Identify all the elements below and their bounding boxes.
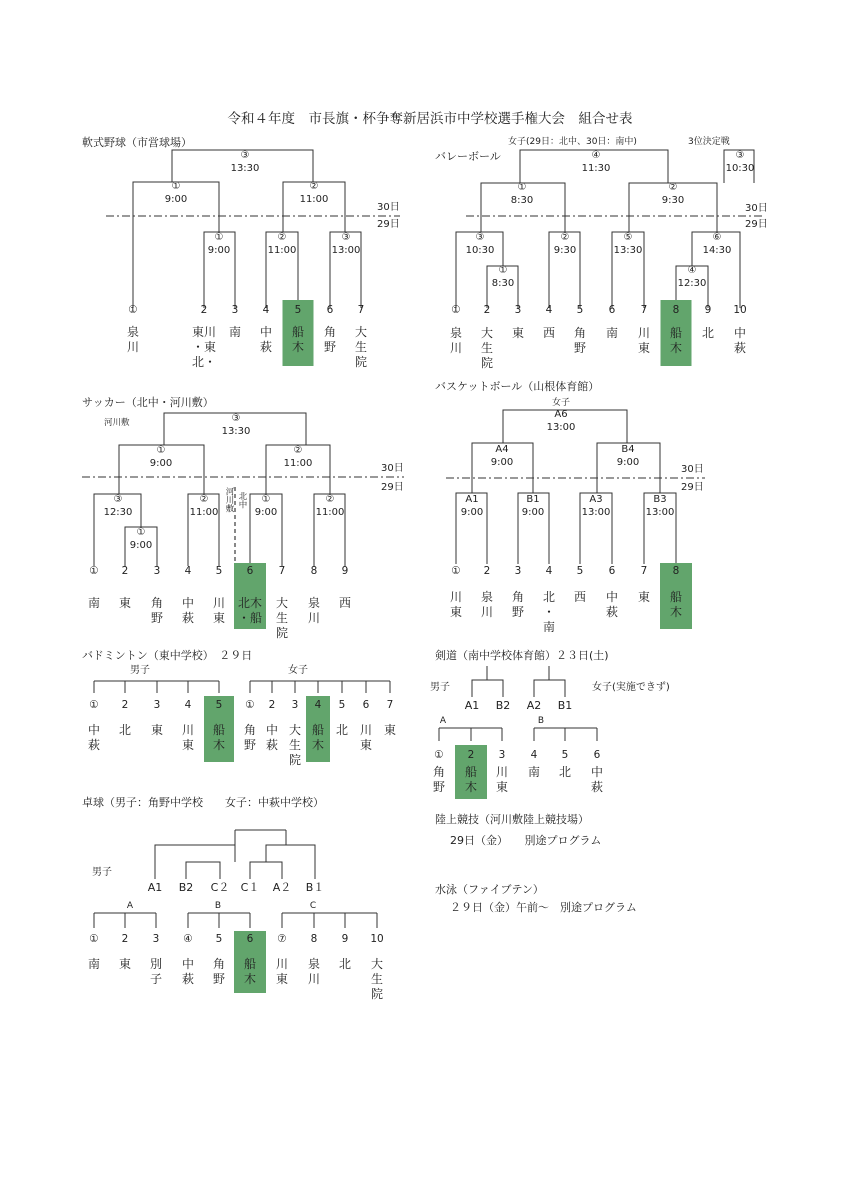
track-schedule: 29日（金） 別途プログラム	[450, 834, 602, 847]
soccer-seed-number: 6	[246, 565, 254, 577]
baseball-final-round: ③	[240, 150, 250, 161]
bracket-line	[472, 680, 503, 697]
soccer-team-name: 中	[181, 596, 195, 610]
tabletennis-team-name: 萩	[181, 972, 195, 986]
soccer-team-name: 西	[338, 596, 352, 610]
volleyball-r1-1-round: ③	[475, 232, 485, 243]
tabletennis-seed-number: 3	[152, 933, 160, 945]
kendo-team-name: 角	[432, 765, 446, 779]
tabletennis-team-name: 木	[243, 972, 257, 986]
tabletennis-seed-number: 8	[310, 933, 318, 945]
badminton-girls-team-name: 東	[359, 738, 373, 752]
basketball-final-round: A6	[554, 409, 568, 420]
tabletennis-seed-number: 6	[246, 933, 254, 945]
baseball-r1-3-time: 13:00	[331, 245, 361, 256]
badminton-girls-team-name: 院	[288, 753, 302, 767]
tabletennis-team-name: 別	[149, 957, 163, 971]
kendo-team-name: 船	[464, 765, 478, 779]
soccer-venue-note: 河川敷	[104, 418, 130, 428]
basketball-seed-number: ①	[451, 565, 461, 577]
kendo-team-name: 木	[464, 780, 478, 794]
volleyball-team-name: 萩	[733, 341, 747, 355]
basketball-final-time: 13:00	[546, 422, 576, 433]
soccer-seed-number: 7	[278, 565, 286, 577]
basketball-seed-number: 8	[672, 565, 680, 577]
basketball-seed-number: 4	[545, 565, 553, 577]
soccer-header: サッカー（北中・河川敷）	[82, 396, 214, 409]
badminton-boys-seed-number: 4	[184, 699, 192, 711]
tabletennis-seed-number: 2	[121, 933, 129, 945]
soccer-team-name: 川	[212, 596, 226, 610]
kendo-slot-label: A2	[526, 699, 542, 712]
bracket-line	[612, 232, 644, 308]
volleyball-team-name: 北	[701, 326, 715, 340]
baseball-team-name: 院	[354, 355, 368, 369]
volleyball-team-name: 大	[480, 326, 494, 340]
volleyball-r1-3-time: 13:30	[613, 245, 643, 256]
basketball-semi-1-time: 9:00	[490, 457, 514, 468]
volleyball-seed-number: 6	[608, 304, 616, 316]
tabletennis-slot-label: B2	[178, 881, 194, 894]
baseball-r1-2-time: 11:00	[267, 245, 297, 256]
bracket-line	[549, 232, 580, 308]
badminton-boys-seed-number: 3	[153, 699, 161, 711]
badminton-girls-team-name: 木	[311, 738, 325, 752]
badminton-girls-team-name: 萩	[265, 738, 279, 752]
volleyball-r1-4-round: ⑥	[712, 232, 722, 243]
volleyball-r0-1-round: ①	[498, 265, 508, 276]
basketball-semi-2-time: 9:00	[616, 457, 640, 468]
tabletennis-team-name: 南	[87, 957, 101, 971]
tabletennis-seed-number: ④	[183, 933, 193, 945]
basketball-seed-number: 5	[576, 565, 584, 577]
kendo-slot-label: A1	[464, 699, 480, 712]
tabletennis-group-b: B	[214, 901, 222, 911]
bracket-line	[456, 232, 503, 308]
bracket-line	[250, 862, 282, 879]
baseball-final-time: 13:30	[230, 163, 260, 174]
basketball-seed-number: 7	[640, 565, 648, 577]
soccer-r0-1-time: 9:00	[129, 540, 153, 551]
tabletennis-team-name: 生	[370, 972, 384, 986]
soccer-team-name: 北木	[237, 596, 263, 610]
soccer-semi-2-time: 11:00	[283, 458, 313, 469]
bracket-line	[266, 232, 298, 308]
volleyball-third-label: 3位決定戦	[688, 137, 730, 147]
baseball-team-name: 野	[323, 340, 337, 354]
badminton-boys-seed-number: 5	[215, 699, 223, 711]
basketball-r1-4-time: 13:00	[645, 507, 675, 518]
badminton-header: バドミントン（東中学校） ２９日	[82, 649, 253, 662]
badminton-boys-team-name: 萩	[87, 738, 101, 752]
tabletennis-slot-label: C２	[210, 881, 230, 894]
baseball-team-name: 泉	[126, 325, 140, 339]
badminton-girls-team-name: 角	[243, 723, 257, 737]
kendo-group-b: B	[537, 716, 545, 726]
basketball-team-name: 中	[605, 590, 619, 604]
tabletennis-team-name: 大	[370, 957, 384, 971]
baseball-semi-1-round: ①	[171, 181, 181, 192]
basketball-team-name: 西	[573, 590, 587, 604]
basketball-team-name: 東	[637, 590, 651, 604]
volleyball-r0-2-time: 12:30	[677, 278, 707, 289]
volleyball-seed-number: ①	[451, 304, 461, 316]
basketball-seed-number: 2	[483, 565, 491, 577]
tabletennis-slot-label: B１	[305, 881, 325, 894]
kendo-team-name: 川	[495, 765, 509, 779]
volleyball-team-name: 南	[605, 326, 619, 340]
volleyball-seed-number: 5	[576, 304, 584, 316]
soccer-seed-number: 5	[215, 565, 223, 577]
volleyball-r0-1-time: 8:30	[491, 278, 515, 289]
kendo-slot-label: B1	[557, 699, 573, 712]
soccer-seed-number: 8	[310, 565, 318, 577]
kendo-team-name: 南	[527, 765, 541, 779]
volleyball-r1-2-time: 9:30	[553, 245, 577, 256]
tabletennis-team-name: 船	[243, 957, 257, 971]
badminton-girls-seed-number: 3	[291, 699, 299, 711]
tabletennis-boys: 男子	[92, 867, 112, 878]
tabletennis-team-name: 子	[149, 972, 163, 986]
kendo-team-name: 萩	[590, 780, 604, 794]
badminton-boys-team-name: 東	[181, 738, 195, 752]
volleyball-semi-2-time: 9:30	[661, 195, 685, 206]
kendo-boys: 男子	[430, 682, 450, 693]
soccer-r1-3-round: ①	[261, 494, 271, 505]
volleyball-r1-4-time: 14:30	[702, 245, 732, 256]
volleyball-semi-1-time: 8:30	[510, 195, 534, 206]
soccer-seed-number: 3	[153, 565, 161, 577]
bracket-line	[204, 232, 235, 308]
soccer-team-name: 東	[212, 611, 226, 625]
tabletennis-seed-number: ⑦	[277, 933, 287, 945]
basketball-team-name: 船	[669, 590, 683, 604]
soccer-day30: 30日	[381, 463, 404, 474]
baseball-seed-number: 6	[326, 304, 334, 316]
basketball-team-name: 萩	[605, 605, 619, 619]
tabletennis-team-name: 川	[307, 972, 321, 986]
baseball-team-name: 大	[354, 325, 368, 339]
basketball-team-name: 角	[511, 590, 525, 604]
badminton-boys-team-name: 東	[150, 723, 164, 737]
baseball-team-name: 南	[228, 325, 242, 339]
soccer-team-name: 泉	[307, 596, 321, 610]
tabletennis-group-c: C	[309, 901, 317, 911]
basketball-team-name: 北	[542, 590, 556, 604]
badminton-boys-seed-number: ①	[89, 699, 99, 711]
volleyball-header: バレーボール	[435, 150, 501, 163]
baseball-day29: 29日	[377, 219, 400, 230]
baseball-team-name: 北・	[191, 355, 217, 369]
soccer-semi-1-time: 9:00	[149, 458, 173, 469]
basketball-team-name: ・	[542, 605, 556, 619]
basketball-r1-1-round: A1	[465, 494, 479, 505]
soccer-r1-1-time: 12:30	[103, 507, 133, 518]
volleyball-final-round: ④	[591, 150, 601, 161]
basketball-r1-3-time: 13:00	[581, 507, 611, 518]
basketball-r1-2-round: B1	[526, 494, 540, 505]
soccer-right-venue: 北中	[237, 491, 247, 509]
kendo-group-a: A	[439, 716, 447, 726]
volleyball-r1-3-round: ⑤	[623, 232, 633, 243]
volleyball-third-time: 10:30	[725, 163, 755, 174]
volleyball-team-name: 泉	[449, 326, 463, 340]
tabletennis-group-a: A	[126, 901, 134, 911]
kendo-seed-number: 5	[561, 749, 569, 761]
baseball-r1-1-time: 9:00	[207, 245, 231, 256]
badminton-boys-team-name: 船	[212, 723, 226, 737]
tabletennis-team-name: 角	[212, 957, 226, 971]
soccer-day29: 29日	[381, 482, 404, 493]
badminton-girls-team-name: 東	[383, 723, 397, 737]
soccer-seed-number: 9	[341, 565, 349, 577]
volleyball-seed-number: 3	[514, 304, 522, 316]
bracket-line	[534, 680, 565, 697]
basketball-r1-1-time: 9:00	[460, 507, 484, 518]
volleyball-team-name: 野	[573, 341, 587, 355]
soccer-team-name: 萩	[181, 611, 195, 625]
baseball-team-name: 川	[126, 340, 140, 354]
baseball-seed-number: 4	[262, 304, 270, 316]
bracket-line	[330, 232, 361, 308]
volleyball-final-time: 11:30	[581, 163, 611, 174]
soccer-team-name: 大	[275, 596, 289, 610]
badminton-girls-team-name: 北	[335, 723, 349, 737]
tabletennis-team-name: 東	[118, 957, 132, 971]
baseball-r1-3-round: ③	[341, 232, 351, 243]
volleyball-team-name: 西	[542, 326, 556, 340]
kendo-seed-number: 3	[498, 749, 506, 761]
soccer-r0-1-round: ①	[136, 527, 146, 538]
basketball-team-name: 川	[449, 590, 463, 604]
baseball-semi-2-round: ②	[309, 181, 319, 192]
baseball-team-name: 生	[354, 340, 368, 354]
badminton-boys-team-name: 中	[87, 723, 101, 737]
badminton-boys-team-name: 北	[118, 723, 132, 737]
basketball-gender: 女子	[551, 398, 571, 408]
soccer-left-venue: 河川敷	[224, 487, 234, 513]
kendo-slot-label: B2	[495, 699, 511, 712]
volleyball-team-name: 川	[637, 326, 651, 340]
badminton-boys-team-name: 川	[181, 723, 195, 737]
volleyball-seed-number: 4	[545, 304, 553, 316]
baseball-team-name: 船	[291, 325, 305, 339]
tabletennis-team-name: 東	[275, 972, 289, 986]
soccer-team-name: 角	[150, 596, 164, 610]
soccer-r1-2-round: ②	[199, 494, 209, 505]
swim-header: 水泳（ファイブテン）	[435, 883, 544, 896]
soccer-seed-number: 2	[121, 565, 129, 577]
badminton-boys: 男子	[130, 665, 150, 676]
badminton-girls-seed-number: ①	[245, 699, 255, 711]
tabletennis-seed-number: ①	[89, 933, 99, 945]
baseball-team-name: 木	[291, 340, 305, 354]
kendo-team-name: 北	[558, 765, 572, 779]
soccer-team-name: 南	[87, 596, 101, 610]
badminton-girls-team-name: 中	[265, 723, 279, 737]
basketball-day30: 30日	[681, 464, 704, 475]
tabletennis-header: 卓球（男子：角野中学校 女子：中萩中学校）	[82, 796, 324, 809]
tabletennis-slot-label: A1	[147, 881, 163, 894]
badminton-girls-seed-number: 4	[314, 699, 322, 711]
kendo-girls-note: 女子(実施できず)	[592, 682, 670, 693]
tabletennis-team-name: 泉	[307, 957, 321, 971]
volleyball-r0-2-round: ④	[687, 265, 697, 276]
basketball-team-name: 木	[669, 605, 683, 619]
tabletennis-team-name: 川	[275, 957, 289, 971]
baseball-seed-number: ①	[128, 304, 138, 316]
tabletennis-team-name: 野	[212, 972, 226, 986]
basketball-r1-2-time: 9:00	[521, 507, 545, 518]
badminton-boys-seed-number: 2	[121, 699, 129, 711]
kendo-seed-number: 4	[530, 749, 538, 761]
baseball-seed-number: 2	[200, 304, 208, 316]
baseball-r1-2-round: ②	[277, 232, 287, 243]
baseball-team-name: 萩	[259, 340, 273, 354]
soccer-final-round: ③	[231, 413, 241, 424]
soccer-team-name: ・船	[237, 611, 263, 625]
soccer-team-name: 院	[275, 626, 289, 640]
soccer-team-name: 生	[275, 611, 289, 625]
tabletennis-team-name: 院	[370, 987, 384, 1001]
badminton-girls-seed-number: 2	[268, 699, 276, 711]
soccer-r1-1-round: ③	[113, 494, 123, 505]
tabletennis-slot-label: C１	[240, 881, 260, 894]
basketball-r1-4-round: B3	[653, 494, 667, 505]
baseball-semi-2-time: 11:00	[299, 194, 329, 205]
badminton-girls-seed-number: 5	[338, 699, 346, 711]
baseball-header: 軟式野球（市営球場）	[82, 136, 192, 149]
soccer-final-time: 13:30	[221, 426, 251, 437]
baseball-seed-number: 7	[357, 304, 365, 316]
volleyball-team-name: 船	[669, 326, 683, 340]
baseball-team-name: ・東	[191, 340, 217, 354]
basketball-seed-number: 3	[514, 565, 522, 577]
kendo-seed-number: 2	[467, 749, 475, 761]
volleyball-third-round: ③	[735, 150, 745, 161]
kendo-seed-number: 6	[593, 749, 601, 761]
soccer-r1-4-round: ②	[325, 494, 335, 505]
kendo-team-name: 野	[432, 780, 446, 794]
volleyball-team-name: 中	[733, 326, 747, 340]
soccer-seed-number: ①	[89, 565, 99, 577]
volleyball-team-name: 東	[511, 326, 525, 340]
kendo-seed-number: ①	[434, 749, 444, 761]
baseball-seed-number: 5	[294, 304, 302, 316]
badminton-girls-seed-number: 7	[386, 699, 394, 711]
tabletennis-team-name: 中	[181, 957, 195, 971]
soccer-r1-3-time: 9:00	[254, 507, 278, 518]
tabletennis-seed-number: 5	[215, 933, 223, 945]
volleyball-seed-number: 7	[640, 304, 648, 316]
basketball-r1-3-round: A3	[589, 494, 603, 505]
bracket-line	[186, 862, 220, 879]
volleyball-team-name: 川	[449, 341, 463, 355]
baseball-r1-1-round: ①	[214, 232, 224, 243]
basketball-team-name: 東	[449, 605, 463, 619]
soccer-semi-2-round: ②	[293, 445, 303, 456]
kendo-team-name: 東	[495, 780, 509, 794]
badminton-girls: 女子	[288, 665, 308, 676]
badminton-girls-team-name: 船	[311, 723, 325, 737]
volleyball-team-name: 院	[480, 356, 494, 370]
volleyball-r1-1-time: 10:30	[465, 245, 495, 256]
basketball-header: バスケットボール（山根体育館）	[435, 380, 600, 393]
soccer-seed-number: 4	[184, 565, 192, 577]
basketball-semi-2-round: B4	[621, 444, 635, 455]
kendo-header: 剣道（南中学校体育館）２３日(土)	[435, 649, 609, 662]
volleyball-seed-number: 8	[672, 304, 680, 316]
basketball-team-name: 野	[511, 605, 525, 619]
baseball-team-name: 中	[259, 325, 273, 339]
volleyball-team-name: 生	[480, 341, 494, 355]
tabletennis-seed-number: 10	[370, 933, 384, 945]
volleyball-note: 女子(29日：北中、30日：南中)	[508, 137, 637, 147]
badminton-girls-team-name: 川	[359, 723, 373, 737]
basketball-team-name: 泉	[480, 590, 494, 604]
swim-schedule: ２９日（金）午前〜 別途プログラム	[450, 901, 637, 914]
volleyball-seed-number: 9	[704, 304, 712, 316]
basketball-day29: 29日	[681, 482, 704, 493]
baseball-team-name: 東川	[191, 325, 217, 339]
soccer-team-name: 川	[307, 611, 321, 625]
badminton-girls-team-name: 生	[288, 738, 302, 752]
badminton-girls-team-name: 野	[243, 738, 257, 752]
volleyball-team-name: 木	[669, 341, 683, 355]
badminton-boys-team-name: 木	[212, 738, 226, 752]
basketball-seed-number: 6	[608, 565, 616, 577]
volleyball-seed-number: 10	[733, 304, 747, 316]
volleyball-day29: 29日	[745, 219, 768, 230]
badminton-girls-seed-number: 6	[362, 699, 370, 711]
soccer-r1-4-time: 11:00	[315, 507, 345, 518]
baseball-seed-number: 3	[231, 304, 239, 316]
soccer-team-name: 野	[150, 611, 164, 625]
soccer-r1-2-time: 11:00	[189, 507, 219, 518]
basketball-team-name: 川	[480, 605, 494, 619]
badminton-girls-team-name: 大	[288, 723, 302, 737]
tabletennis-team-name: 北	[338, 957, 352, 971]
tabletennis-seed-number: 9	[341, 933, 349, 945]
baseball-team-name: 角	[323, 325, 337, 339]
soccer-semi-1-round: ①	[156, 445, 166, 456]
volleyball-r1-2-round: ②	[560, 232, 570, 243]
bracket-line	[692, 232, 740, 308]
baseball-day30: 30日	[377, 202, 400, 213]
page-title: 令和４年度 市長旗・杯争奪新居浜市中学校選手権大会 組合せ表	[227, 111, 633, 127]
soccer-team-name: 東	[118, 596, 132, 610]
basketball-semi-1-round: A4	[495, 444, 509, 455]
kendo-team-name: 中	[590, 765, 604, 779]
volleyball-semi-2-round: ②	[668, 182, 678, 193]
basketball-team-name: 南	[542, 620, 556, 634]
volleyball-seed-number: 2	[483, 304, 491, 316]
volleyball-team-name: 東	[637, 341, 651, 355]
volleyball-day30: 30日	[745, 203, 768, 214]
track-header: 陸上競技（河川敷陸上競技場）	[435, 813, 589, 826]
volleyball-team-name: 角	[573, 326, 587, 340]
volleyball-semi-1-round: ①	[517, 182, 527, 193]
tabletennis-slot-label: A２	[272, 881, 292, 894]
baseball-semi-1-time: 9:00	[164, 194, 188, 205]
